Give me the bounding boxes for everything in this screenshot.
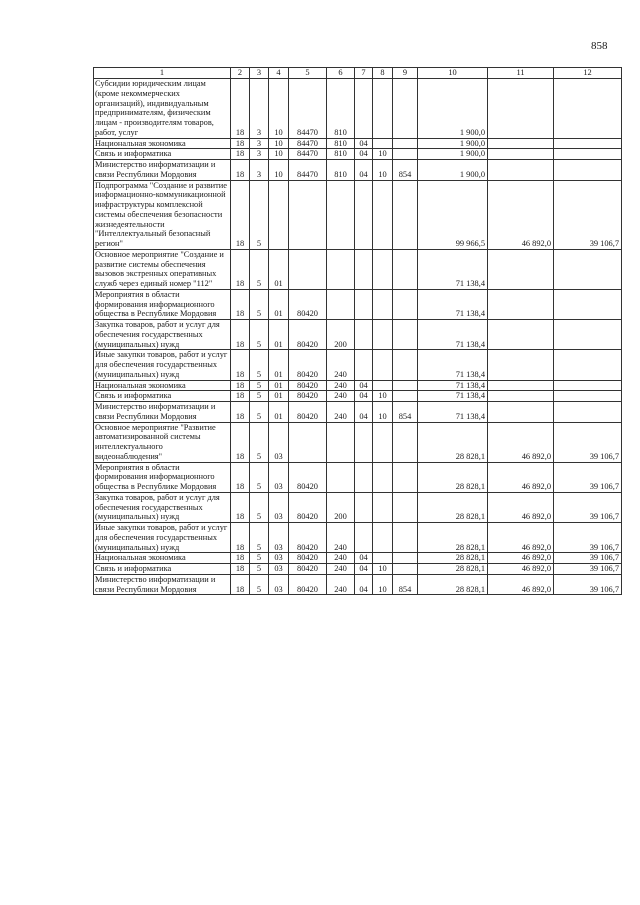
division-code <box>355 289 373 319</box>
section-code: 5 <box>250 402 269 423</box>
event-code: 03 <box>269 574 289 595</box>
event-code: 01 <box>269 350 289 380</box>
column-header: 3 <box>250 68 269 79</box>
division-code: 04 <box>355 149 373 160</box>
subdivision-code: 10 <box>373 402 393 423</box>
amount-year-3: 39 106,7 <box>554 462 622 492</box>
amount-year-1: 1 900,0 <box>418 138 488 149</box>
row-name: Основное мероприятие "Создание и развитие системы обеспечения вызовов экстренных оперативных служб через единый номер "112" <box>94 249 231 289</box>
table-row <box>94 422 622 462</box>
amount-year-3 <box>554 402 622 423</box>
section-code: 5 <box>250 462 269 492</box>
table-row <box>94 350 622 380</box>
chapter-code: 18 <box>231 492 250 522</box>
ministry-code: 854 <box>393 574 418 595</box>
chapter-code: 18 <box>231 289 250 319</box>
event-code: 01 <box>269 289 289 319</box>
amount-year-2: 46 892,0 <box>488 523 554 553</box>
ministry-code <box>393 289 418 319</box>
table-row <box>94 492 622 522</box>
direction-code <box>289 249 327 289</box>
amount-year-1: 71 138,4 <box>418 289 488 319</box>
division-code <box>355 462 373 492</box>
expense-type-code: 810 <box>327 138 355 149</box>
table-row <box>94 138 622 149</box>
subdivision-code <box>373 289 393 319</box>
subdivision-code <box>373 523 393 553</box>
table-row <box>94 553 622 564</box>
amount-year-1: 71 138,4 <box>418 320 488 350</box>
chapter-code: 18 <box>231 553 250 564</box>
amount-year-2 <box>488 320 554 350</box>
event-code: 01 <box>269 391 289 402</box>
page-number: 858 <box>591 40 608 52</box>
amount-year-3: 39 106,7 <box>554 523 622 553</box>
division-code <box>355 320 373 350</box>
section-code: 5 <box>250 523 269 553</box>
direction-code: 80420 <box>289 402 327 423</box>
amount-year-1: 99 966,5 <box>418 180 488 249</box>
division-code <box>355 180 373 249</box>
amount-year-2 <box>488 350 554 380</box>
event-code: 01 <box>269 249 289 289</box>
table-row <box>94 249 622 289</box>
subdivision-code: 10 <box>373 391 393 402</box>
amount-year-2 <box>488 138 554 149</box>
amount-year-3: 39 106,7 <box>554 553 622 564</box>
event-code: 03 <box>269 564 289 575</box>
row-name: Подпрограмма "Создание и развитие информационно-коммуникационной инфраструктуры комплексной системы обеспечения безопасности жизнедеятельности "Интеллектуальный безопасный регион" <box>94 180 231 249</box>
expense-type-code: 240 <box>327 564 355 575</box>
amount-year-2 <box>488 160 554 181</box>
chapter-code: 18 <box>231 422 250 462</box>
subdivision-code: 10 <box>373 564 393 575</box>
chapter-code: 18 <box>231 180 250 249</box>
table-row <box>94 391 622 402</box>
direction-code: 80420 <box>289 553 327 564</box>
ministry-code <box>393 350 418 380</box>
section-code: 5 <box>250 553 269 564</box>
event-code: 01 <box>269 320 289 350</box>
subdivision-code <box>373 350 393 380</box>
ministry-code <box>393 391 418 402</box>
amount-year-3 <box>554 380 622 391</box>
amount-year-3: 39 106,7 <box>554 180 622 249</box>
amount-year-2 <box>488 249 554 289</box>
section-code: 5 <box>250 249 269 289</box>
column-header: 8 <box>373 68 393 79</box>
amount-year-1: 28 828,1 <box>418 422 488 462</box>
amount-year-1: 28 828,1 <box>418 462 488 492</box>
section-code: 3 <box>250 160 269 181</box>
row-name: Иные закупки товаров, работ и услуг для обеспечения государственных (муниципальных) нужд <box>94 350 231 380</box>
amount-year-2 <box>488 289 554 319</box>
expense-type-code: 240 <box>327 350 355 380</box>
division-code: 04 <box>355 564 373 575</box>
direction-code: 80420 <box>289 289 327 319</box>
ministry-code: 854 <box>393 402 418 423</box>
column-header: 10 <box>418 68 488 79</box>
amount-year-3: 39 106,7 <box>554 422 622 462</box>
subdivision-code <box>373 553 393 564</box>
subdivision-code: 10 <box>373 160 393 181</box>
direction-code: 84470 <box>289 79 327 139</box>
section-code: 5 <box>250 574 269 595</box>
ministry-code <box>393 462 418 492</box>
row-name: Национальная экономика <box>94 553 231 564</box>
chapter-code: 18 <box>231 380 250 391</box>
table-row <box>94 564 622 575</box>
division-code: 04 <box>355 160 373 181</box>
event-code: 10 <box>269 79 289 139</box>
event-code: 10 <box>269 160 289 181</box>
chapter-code: 18 <box>231 350 250 380</box>
section-code: 3 <box>250 149 269 160</box>
row-name: Мероприятия в области формирования информационного общества в Республике Мордовия <box>94 289 231 319</box>
amount-year-2: 46 892,0 <box>488 492 554 522</box>
direction-code <box>289 180 327 249</box>
direction-code: 84470 <box>289 149 327 160</box>
amount-year-1: 71 138,4 <box>418 402 488 423</box>
event-code: 03 <box>269 523 289 553</box>
row-name: Закупка товаров, работ и услуг для обеспечения государственных (муниципальных) нужд <box>94 320 231 350</box>
subdivision-code: 10 <box>373 149 393 160</box>
division-code <box>355 249 373 289</box>
expense-type-code: 240 <box>327 391 355 402</box>
amount-year-1: 71 138,4 <box>418 391 488 402</box>
expense-type-code: 240 <box>327 380 355 391</box>
row-name: Связь и информатика <box>94 564 231 575</box>
division-code <box>355 523 373 553</box>
amount-year-3: 39 106,7 <box>554 564 622 575</box>
column-header: 4 <box>269 68 289 79</box>
section-code: 3 <box>250 138 269 149</box>
ministry-code <box>393 422 418 462</box>
amount-year-2: 46 892,0 <box>488 553 554 564</box>
subdivision-code <box>373 462 393 492</box>
section-code: 5 <box>250 380 269 391</box>
column-header: 9 <box>393 68 418 79</box>
chapter-code: 18 <box>231 402 250 423</box>
expense-type-code <box>327 462 355 492</box>
row-name: Национальная экономика <box>94 380 231 391</box>
column-header: 6 <box>327 68 355 79</box>
direction-code: 80420 <box>289 350 327 380</box>
expense-type-code <box>327 180 355 249</box>
amount-year-2 <box>488 391 554 402</box>
event-code: 03 <box>269 462 289 492</box>
event-code: 03 <box>269 422 289 462</box>
expense-type-code <box>327 289 355 319</box>
expense-type-code: 240 <box>327 523 355 553</box>
direction-code: 80420 <box>289 523 327 553</box>
event-code: 01 <box>269 380 289 391</box>
expense-type-code: 810 <box>327 160 355 181</box>
column-header: 11 <box>488 68 554 79</box>
direction-code: 80420 <box>289 492 327 522</box>
ministry-code <box>393 249 418 289</box>
amount-year-1: 71 138,4 <box>418 249 488 289</box>
table-row <box>94 180 622 249</box>
expense-type-code: 810 <box>327 149 355 160</box>
row-name: Министерство информатизации и связи Республики Мордовия <box>94 160 231 181</box>
row-name: Мероприятия в области формирования информационного общества в Республике Мордовия <box>94 462 231 492</box>
direction-code: 84470 <box>289 160 327 181</box>
division-code: 04 <box>355 574 373 595</box>
chapter-code: 18 <box>231 574 250 595</box>
table-row <box>94 523 622 553</box>
direction-code: 80420 <box>289 380 327 391</box>
section-code: 5 <box>250 391 269 402</box>
column-header: 5 <box>289 68 327 79</box>
table-row <box>94 574 622 595</box>
division-code <box>355 492 373 522</box>
subdivision-code <box>373 320 393 350</box>
division-code: 04 <box>355 380 373 391</box>
amount-year-1: 1 900,0 <box>418 160 488 181</box>
column-header: 12 <box>554 68 622 79</box>
amount-year-1: 28 828,1 <box>418 523 488 553</box>
table-body <box>94 79 622 595</box>
amount-year-1: 1 900,0 <box>418 79 488 139</box>
division-code <box>355 350 373 380</box>
event-code: 01 <box>269 402 289 423</box>
budget-table <box>93 67 622 595</box>
ministry-code: 854 <box>393 160 418 181</box>
row-name: Министерство информатизации и связи Республики Мордовия <box>94 574 231 595</box>
table-row <box>94 289 622 319</box>
amount-year-2: 46 892,0 <box>488 564 554 575</box>
division-code: 04 <box>355 553 373 564</box>
row-name: Закупка товаров, работ и услуг для обеспечения государственных (муниципальных) нужд <box>94 492 231 522</box>
chapter-code: 18 <box>231 160 250 181</box>
column-header: 2 <box>231 68 250 79</box>
expense-type-code <box>327 422 355 462</box>
row-name: Иные закупки товаров, работ и услуг для обеспечения государственных (муниципальных) нужд <box>94 523 231 553</box>
expense-type-code: 240 <box>327 402 355 423</box>
division-code: 04 <box>355 138 373 149</box>
subdivision-code <box>373 180 393 249</box>
expense-type-code: 240 <box>327 574 355 595</box>
chapter-code: 18 <box>231 564 250 575</box>
amount-year-1: 28 828,1 <box>418 492 488 522</box>
chapter-code: 18 <box>231 523 250 553</box>
section-code: 3 <box>250 79 269 139</box>
chapter-code: 18 <box>231 391 250 402</box>
event-code: 10 <box>269 138 289 149</box>
ministry-code <box>393 79 418 139</box>
row-name: Национальная экономика <box>94 138 231 149</box>
chapter-code: 18 <box>231 462 250 492</box>
ministry-code <box>393 553 418 564</box>
direction-code: 80420 <box>289 320 327 350</box>
column-header: 7 <box>355 68 373 79</box>
chapter-code: 18 <box>231 249 250 289</box>
row-name: Связь и информатика <box>94 149 231 160</box>
event-code: 10 <box>269 149 289 160</box>
section-code: 5 <box>250 350 269 380</box>
amount-year-3 <box>554 320 622 350</box>
amount-year-1: 28 828,1 <box>418 553 488 564</box>
ministry-code <box>393 320 418 350</box>
amount-year-3: 39 106,7 <box>554 574 622 595</box>
amount-year-2 <box>488 402 554 423</box>
subdivision-code <box>373 422 393 462</box>
chapter-code: 18 <box>231 79 250 139</box>
amount-year-3 <box>554 149 622 160</box>
division-code <box>355 422 373 462</box>
subdivision-code <box>373 138 393 149</box>
section-code: 5 <box>250 180 269 249</box>
division-code <box>355 79 373 139</box>
chapter-code: 18 <box>231 138 250 149</box>
direction-code: 80420 <box>289 564 327 575</box>
amount-year-1: 71 138,4 <box>418 380 488 391</box>
column-header: 1 <box>94 68 231 79</box>
expense-type-code: 240 <box>327 553 355 564</box>
amount-year-2: 46 892,0 <box>488 422 554 462</box>
amount-year-3: 39 106,7 <box>554 492 622 522</box>
table-row <box>94 149 622 160</box>
table-row <box>94 320 622 350</box>
event-code <box>269 180 289 249</box>
row-name: Министерство информатизации и связи Республики Мордовия <box>94 402 231 423</box>
direction-code: 80420 <box>289 462 327 492</box>
amount-year-3 <box>554 391 622 402</box>
expense-type-code: 810 <box>327 79 355 139</box>
direction-code: 80420 <box>289 574 327 595</box>
table-row <box>94 160 622 181</box>
amount-year-3 <box>554 160 622 181</box>
table-row <box>94 79 622 139</box>
subdivision-code <box>373 249 393 289</box>
ministry-code <box>393 380 418 391</box>
section-code: 5 <box>250 422 269 462</box>
ministry-code <box>393 564 418 575</box>
table-row <box>94 380 622 391</box>
section-code: 5 <box>250 289 269 319</box>
amount-year-3 <box>554 249 622 289</box>
subdivision-code: 10 <box>373 574 393 595</box>
amount-year-2: 46 892,0 <box>488 574 554 595</box>
ministry-code <box>393 523 418 553</box>
expense-type-code: 200 <box>327 492 355 522</box>
ministry-code <box>393 180 418 249</box>
event-code: 03 <box>269 492 289 522</box>
expense-type-code: 200 <box>327 320 355 350</box>
division-code: 04 <box>355 391 373 402</box>
amount-year-2: 46 892,0 <box>488 462 554 492</box>
column-number-row <box>94 68 622 79</box>
amount-year-1: 1 900,0 <box>418 149 488 160</box>
amount-year-3 <box>554 138 622 149</box>
subdivision-code <box>373 380 393 391</box>
subdivision-code <box>373 79 393 139</box>
amount-year-2 <box>488 380 554 391</box>
chapter-code: 18 <box>231 320 250 350</box>
row-name: Субсидии юридическим лицам (кроме некоммерческих организаций), индивидуальным предпринимателям, физическим лицам - производителям товаров, работ, услуг <box>94 79 231 139</box>
ministry-code <box>393 149 418 160</box>
table-row <box>94 462 622 492</box>
amount-year-1: 71 138,4 <box>418 350 488 380</box>
section-code: 5 <box>250 564 269 575</box>
amount-year-3 <box>554 350 622 380</box>
row-name: Связь и информатика <box>94 391 231 402</box>
direction-code: 80420 <box>289 391 327 402</box>
table-row <box>94 402 622 423</box>
section-code: 5 <box>250 320 269 350</box>
ministry-code <box>393 138 418 149</box>
direction-code <box>289 422 327 462</box>
amount-year-2 <box>488 149 554 160</box>
subdivision-code <box>373 492 393 522</box>
row-name: Основное мероприятие "Развитие автоматизированной системы интеллектуального видеонаблюдения" <box>94 422 231 462</box>
amount-year-3 <box>554 79 622 139</box>
division-code: 04 <box>355 402 373 423</box>
amount-year-2: 46 892,0 <box>488 180 554 249</box>
amount-year-3 <box>554 289 622 319</box>
amount-year-1: 28 828,1 <box>418 574 488 595</box>
amount-year-1: 28 828,1 <box>418 564 488 575</box>
event-code: 03 <box>269 553 289 564</box>
section-code: 5 <box>250 492 269 522</box>
direction-code: 84470 <box>289 138 327 149</box>
chapter-code: 18 <box>231 149 250 160</box>
ministry-code <box>393 492 418 522</box>
amount-year-2 <box>488 79 554 139</box>
expense-type-code <box>327 249 355 289</box>
